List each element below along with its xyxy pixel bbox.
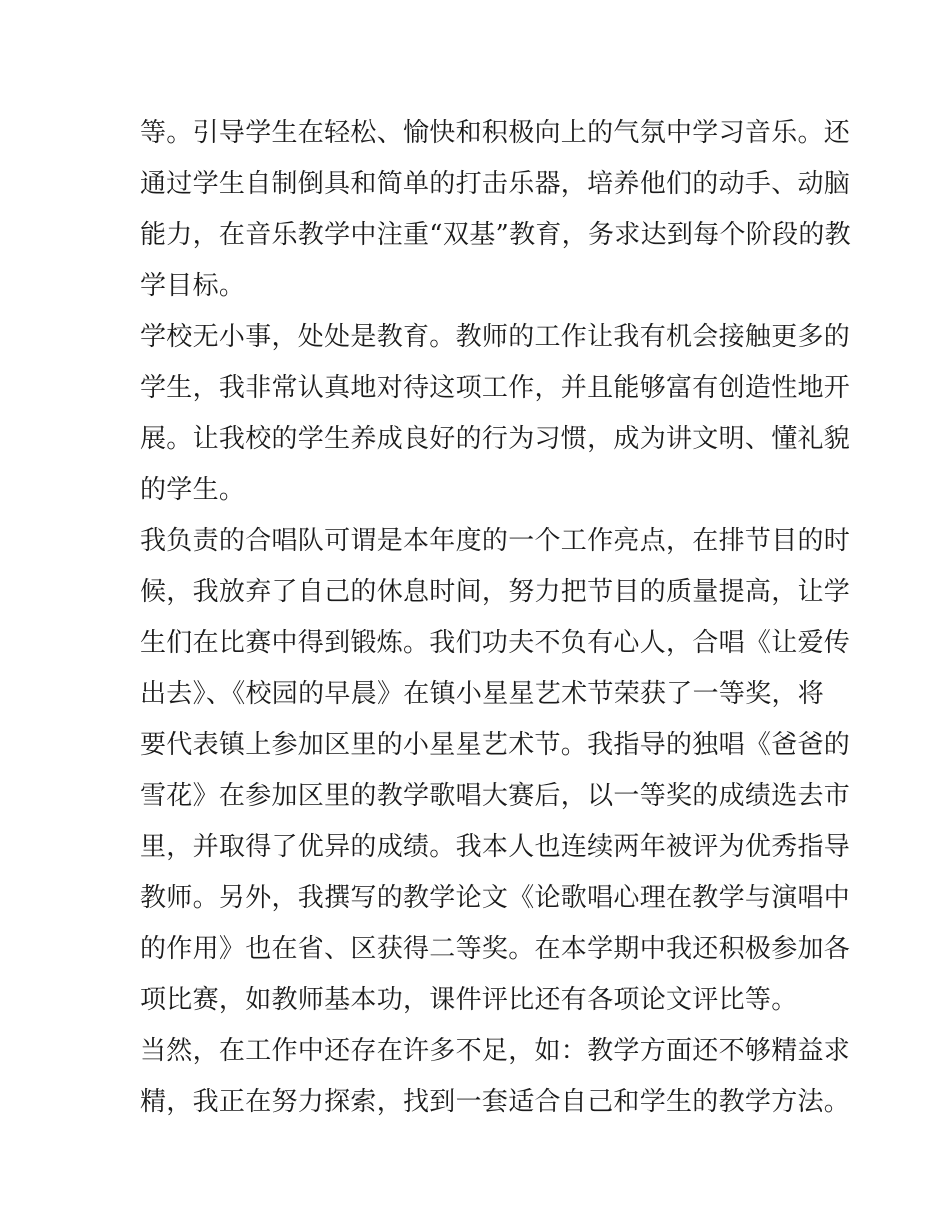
document-body	[140, 108, 851, 1128]
text-line: 精，我正在努力探索，找到一套适合自己和学生的教学方法。	[140, 1087, 851, 1117]
text-line: 候，我放弃了自己的休息时间，努力把节目的质量提高，让学	[140, 577, 851, 607]
text-line: 学目标。	[140, 271, 246, 301]
text-line: 的学生。	[140, 475, 246, 505]
text-line: 生们在比赛中得到锻炼。我们功夫不负有心人，合唱《让爱传	[140, 628, 851, 658]
paragraph-school-education	[140, 312, 851, 516]
text-line: 雪花》在参加区里的教学歌唱大赛后，以一等奖的成绩选去市	[140, 781, 851, 811]
paragraph-shortcomings	[140, 1026, 851, 1128]
text-line: 教师。另外，我撰写的教学论文《论歌唱心理在教学与演唱中	[140, 883, 851, 913]
text-line: 项比赛，如教师基本功，课件评比还有各项论文评比等。	[140, 985, 798, 1015]
paragraph-music-teaching	[140, 108, 851, 312]
text-line: 通过学生自制倒具和简单的打击乐器，培养他们的动手、动脑	[140, 169, 851, 199]
text-line: 等。引导学生在轻松、愉快和积极向上的气氛中学习音乐。还	[140, 118, 851, 148]
text-line: 里，并取得了优异的成绩。我本人也连续两年被评为优秀指导	[140, 832, 851, 862]
text-line: 我负责的合唱队可谓是本年度的一个工作亮点，在排节目的时	[140, 526, 851, 556]
text-line: 学生，我非常认真地对待这项工作，并且能够富有创造性地开	[140, 373, 851, 403]
text-line: 要代表镇上参加区里的小星星艺术节。我指导的独唱《爸爸的	[140, 730, 851, 760]
text-line: 能力，在音乐教学中注重“双基”教育，务求达到每个阶段的教	[140, 220, 851, 250]
text-line: 学校无小事，处处是教育。教师的工作让我有机会接触更多的	[140, 322, 851, 352]
text-line: 展。让我校的学生养成良好的行为习惯，成为讲文明、懂礼貌	[140, 424, 851, 454]
text-line: 当然，在工作中还存在许多不足，如：教学方面还不够精益求	[140, 1036, 851, 1066]
paragraph-choir-achievements	[140, 516, 851, 1026]
text-line: 的作用》也在省、区获得二等奖。在本学期中我还积极参加各	[140, 934, 851, 964]
text-line: 出去》、《校园的早晨》在镇小星星艺术节荣获了一等奖，将	[140, 679, 825, 709]
